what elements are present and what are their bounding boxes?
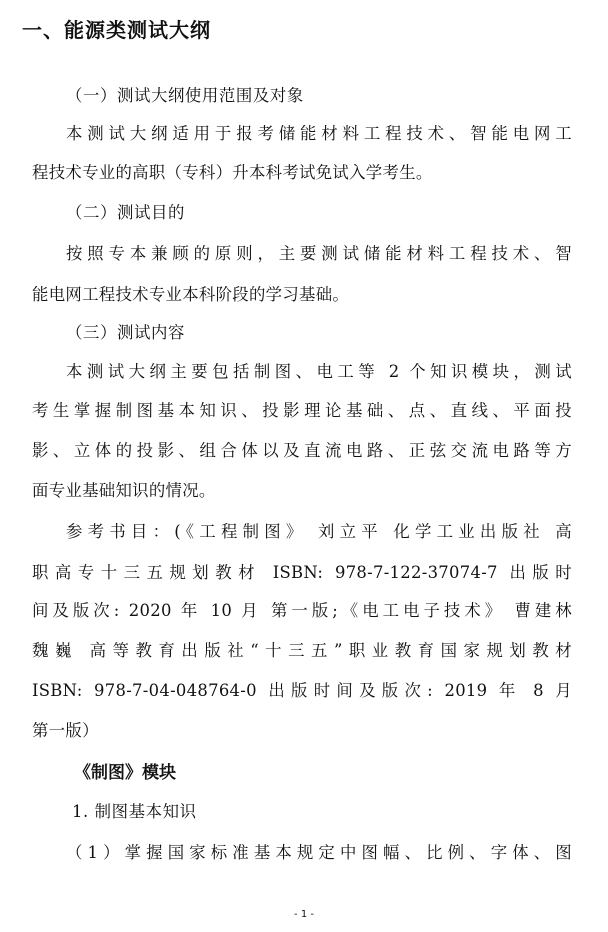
reference-line: 间及版次: 2020 年 10 月 第一版;《电工电子技术》 曹建林	[32, 601, 572, 620]
reference-line: 第一版）	[32, 721, 99, 740]
paragraph-line: 能电网工程技术专业本科阶段的学习基础。	[32, 285, 350, 304]
paragraph-line: 影、立体的投影、组合体以及直流电路、正弦交流电路等方	[32, 441, 572, 460]
reference-line: 职高专十三五规划教材 ISBN: 978-7-122-37074-7 出版时	[32, 563, 572, 582]
reference-line: 魏巍 高等教育出版社“十三五”职业教育国家规划教材	[32, 641, 572, 660]
paragraph-line: 程技术专业的高职（专科）升本科考试免试入学考生。	[32, 163, 433, 182]
module-title: 《制图》模块	[74, 763, 176, 783]
subsection-title-purpose: （二）测试目的	[66, 203, 185, 222]
paragraph-line: 按照专本兼顾的原则，主要测试储能材料工程技术、智	[66, 244, 572, 263]
item-title: 1. 制图基本知识	[72, 802, 197, 821]
reference-line: ISBN: 978-7-04-048764-0 出版时间及版次: 2019 年 8 月	[32, 681, 572, 700]
paragraph-line: 本测试大纲主要包括制图、电工等 2 个知识模块，测试	[66, 362, 572, 381]
paragraph-line: （1）掌握国家标准基本规定中图幅、比例、字体、图	[66, 843, 572, 862]
subsection-title-content: （三）测试内容	[66, 323, 185, 342]
paragraph-line: 本测试大纲适用于报考储能材料工程技术、智能电网工	[66, 124, 572, 143]
paragraph-line: 考生掌握制图基本知识、投影理论基础、点、直线、平面投	[32, 401, 572, 420]
page-number: - 1 -	[294, 909, 314, 920]
reference-line: 参考书目：(《工程制图》 刘立平 化学工业出版社 高	[66, 522, 572, 541]
subsection-title-scope: （一）测试大纲使用范围及对象	[66, 86, 304, 105]
paragraph-line: 面专业基础知识的情况。	[32, 481, 216, 500]
section-heading: 一、能源类测试大纲	[22, 18, 211, 42]
